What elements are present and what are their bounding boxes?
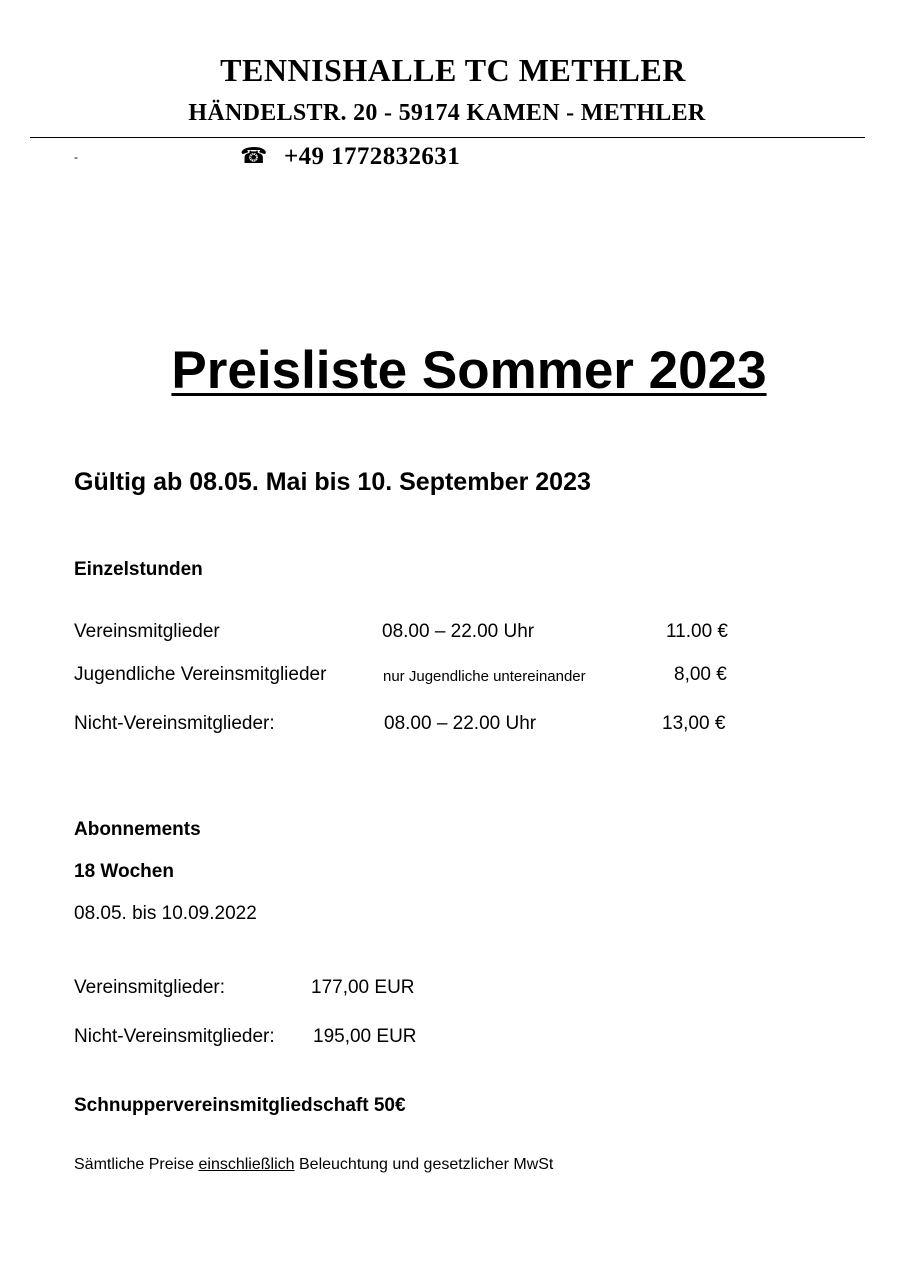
price-row-price: 13,00 € <box>662 713 726 734</box>
abo-row-group: Vereinsmitglieder: <box>74 977 226 998</box>
abonnement-duration: 18 Wochen <box>74 861 174 882</box>
club-address: HÄNDELSTR. 20 - 59174 KAMEN - METHLER <box>188 100 706 126</box>
price-row-group: Jugendliche Vereinsmitglieder <box>74 664 327 685</box>
section-heading-einzelstunden: Einzelstunden <box>74 559 203 580</box>
price-row-note: nur Jugendliche untereinander <box>383 668 586 685</box>
telephone-icon: ☎ <box>240 144 268 169</box>
price-row-group: Nicht-Vereinsmitglieder: <box>74 713 275 734</box>
price-row-price: 11.00 € <box>666 621 728 642</box>
validity-period: Gültig ab 08.05. Mai bis 10. September 2023 <box>74 468 591 496</box>
footer-note-text: Sämtliche Preise <box>74 1156 199 1173</box>
abo-row-group: Nicht-Vereinsmitglieder: <box>74 1026 275 1047</box>
price-row-group: Vereinsmitglieder <box>74 621 220 642</box>
page-title: Preisliste Sommer 2023 <box>171 341 767 400</box>
footer-note-emphasis: einschließlich <box>198 1156 295 1173</box>
header-divider <box>30 137 865 138</box>
footer-note-text: Beleuchtung und gesetzlicher MwSt <box>294 1156 554 1173</box>
club-phone: +49 1772832631 <box>284 143 461 170</box>
abo-row-price: 195,00 EUR <box>313 1026 417 1047</box>
header-dot: - <box>74 150 78 164</box>
club-name: TENNISHALLE TC METHLER <box>220 52 686 88</box>
abo-row-price: 177,00 EUR <box>311 977 415 998</box>
price-row-time: 08.00 – 22.00 Uhr <box>382 621 535 642</box>
price-row-time: 08.00 – 22.00 Uhr <box>384 713 537 734</box>
trial-membership: Schnuppervereinsmitgliedschaft 50€ <box>74 1095 406 1116</box>
price-row-price: 8,00 € <box>674 664 727 685</box>
footer-note <box>74 1156 553 1174</box>
section-heading-abonnements: Abonnements <box>74 819 201 840</box>
abonnement-period: 08.05. bis 10.09.2022 <box>74 903 257 924</box>
